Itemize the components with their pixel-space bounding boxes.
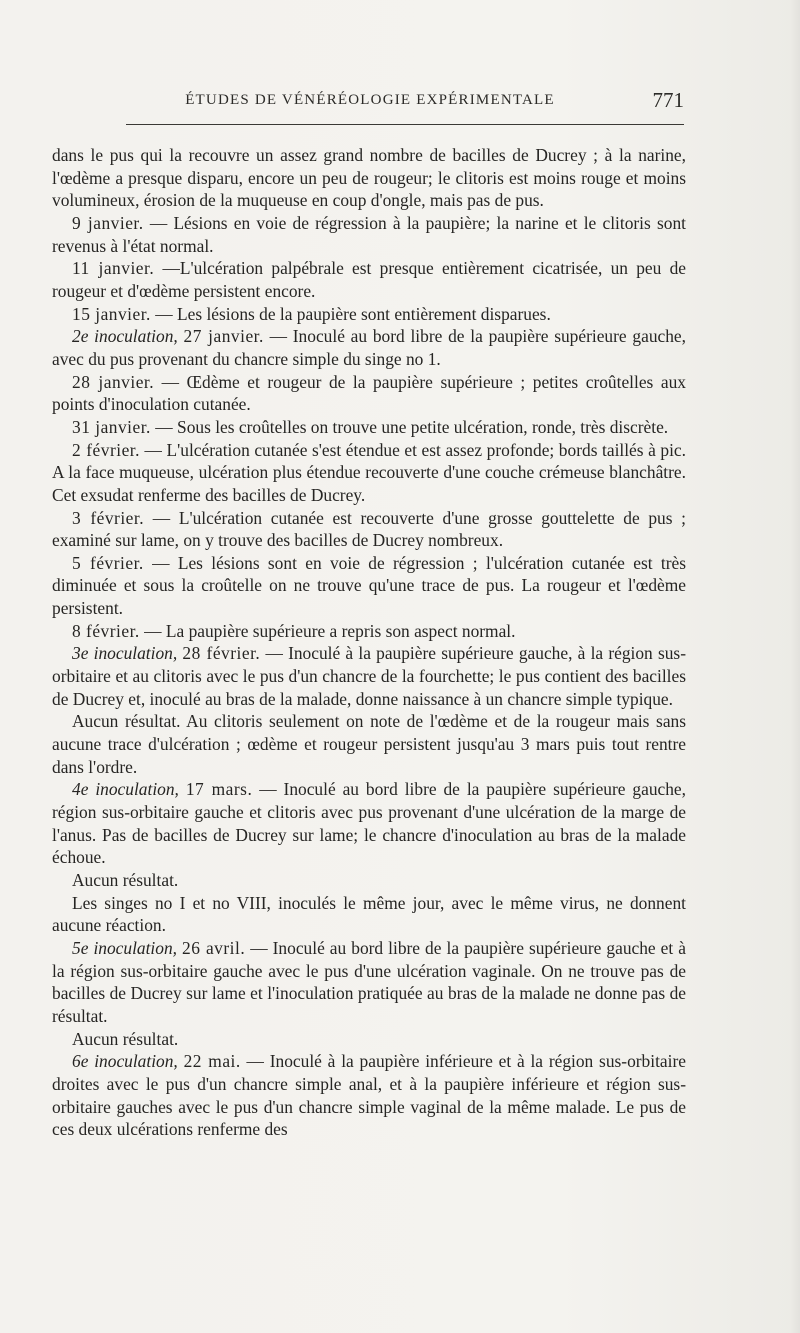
paragraph: 2 février. — L'ulcération cutanée s'est étendue et est assez profonde; bords taillés à pic. A la face muqueuse, ulcération plus étendue recouverte d'une couche crémeuse blanchâtre. Cet exsudat renferme des bacilles de Ducrey. (52, 439, 686, 505)
page-number: 771 (652, 88, 684, 112)
paragraph: Les singes no I et no VIII, inoculés le même jour, avec le même virus, ne donnent aucune réaction. (52, 892, 686, 936)
paragraph: 31 janvier. — Sous les croûtelles on trouve une petite ulcération, ronde, très discrète. (72, 416, 669, 437)
paragraph: Aucun résultat. (72, 1028, 179, 1049)
paragraph: 11 janvier. —L'ulcération palpébrale est presque entièrement cicatrisée, un peu de rougeur et d'œdème persistent encore. (52, 258, 687, 301)
paragraph: 2e inoculation, 27 janvier. — Inoculé au bord libre de la paupière supérieure gauche, avec du pus provenant du chancre simple du singe no 1. (52, 326, 686, 369)
paragraph: 5e inoculation, 26 avril. — Inoculé au bord libre de la paupière supérieure gauche et à la région sus-orbitaire gauche avec le pus d'une ulcération vaginale. On ne trouve pas de bacilles de Ducrey sur lame et l'inoculation pratiquée au bras de la malade ne donne pas de résultat. (52, 937, 686, 1026)
paragraph: 15 janvier. — Les lésions de la paupière sont entièrement disparues. (72, 303, 551, 324)
paragraph: 28 janvier. — Œdème et rougeur de la paupière supérieure ; petites croûtelles aux points d'inoculation cutanée. (52, 371, 686, 415)
running-head (52, 88, 688, 118)
paragraph: 5 février. — Les lésions sont en voie de régression ; l'ulcération cutanée est très diminuée et sous la croûtelle on ne trouve qu'une trace de pus. La rougeur et l'œdème persistent. (52, 552, 686, 619)
paragraph: dans le pus qui la recouvre un assez grand nombre de bacilles de Ducrey ; à la narine, l'œdème a presque disparu, encore un peu de rougeur; le clitoris est moins rouge et moins volumineux, érosion de la muqueuse en coup d'ongle, mais pas de pus. (52, 145, 686, 211)
body-text (52, 144, 686, 1141)
paragraph: 9 janvier. — Lésions en voie de régression à la paupière; la narine et le clitoris sont revenus à l'état normal. (52, 212, 686, 256)
paragraph: 3e inoculation, 28 février. — Inoculé à la paupière supérieure gauche, à la région sus-orbitaire et au clitoris avec le pus d'un chancre de la fourchette; le pus contient des bacilles de Ducrey et, inoculé au bras de la malade, donne naissance à un chancre simple typique. (52, 643, 686, 709)
header-rule (126, 124, 684, 125)
paragraph: Aucun résultat. (72, 870, 179, 890)
paragraph: 6e inoculation, 22 mai. — Inoculé à la paupière inférieure et à la région sus-orbitaire droites avec le pus d'un chancre simple anal, et à la paupière inférieure et région sus-orbitaire gauches avec le pus d'un chancre simple vaginal de la même malade. Le pus de ces deux ulcérations renferme des (52, 1051, 686, 1140)
running-title: ÉTUDES DE VÉNÉRÉOLOGIE EXPÉRIMENTALE (185, 92, 555, 108)
paragraph: 3 février. — L'ulcération cutanée est recouverte d'une grosse gouttelette de pus ; examiné sur lame, on y trouve des bacilles de Ducrey nombreux. (52, 507, 686, 551)
paragraph: 8 février. — La paupière supérieure a repris son aspect normal. (72, 620, 516, 641)
paragraph: 4e inoculation, 17 mars. — Inoculé au bord libre de la paupière supérieure gauche, région sus-orbitaire gauche et clitoris avec pus provenant d'une ulcération de la marge de l'anus. Pas de bacilles de Ducrey sur lame; le chancre d'inoculation au bras de la malade échoue. (52, 779, 686, 868)
paragraph: Aucun résultat. Au clitoris seulement on note de l'œdème et de la rougeur mais sans aucune trace d'ulcération ; œdème et rougeur persistent jusqu'au 3 mars puis tout rentre dans l'ordre. (52, 711, 686, 777)
page-edge (790, 0, 800, 1333)
